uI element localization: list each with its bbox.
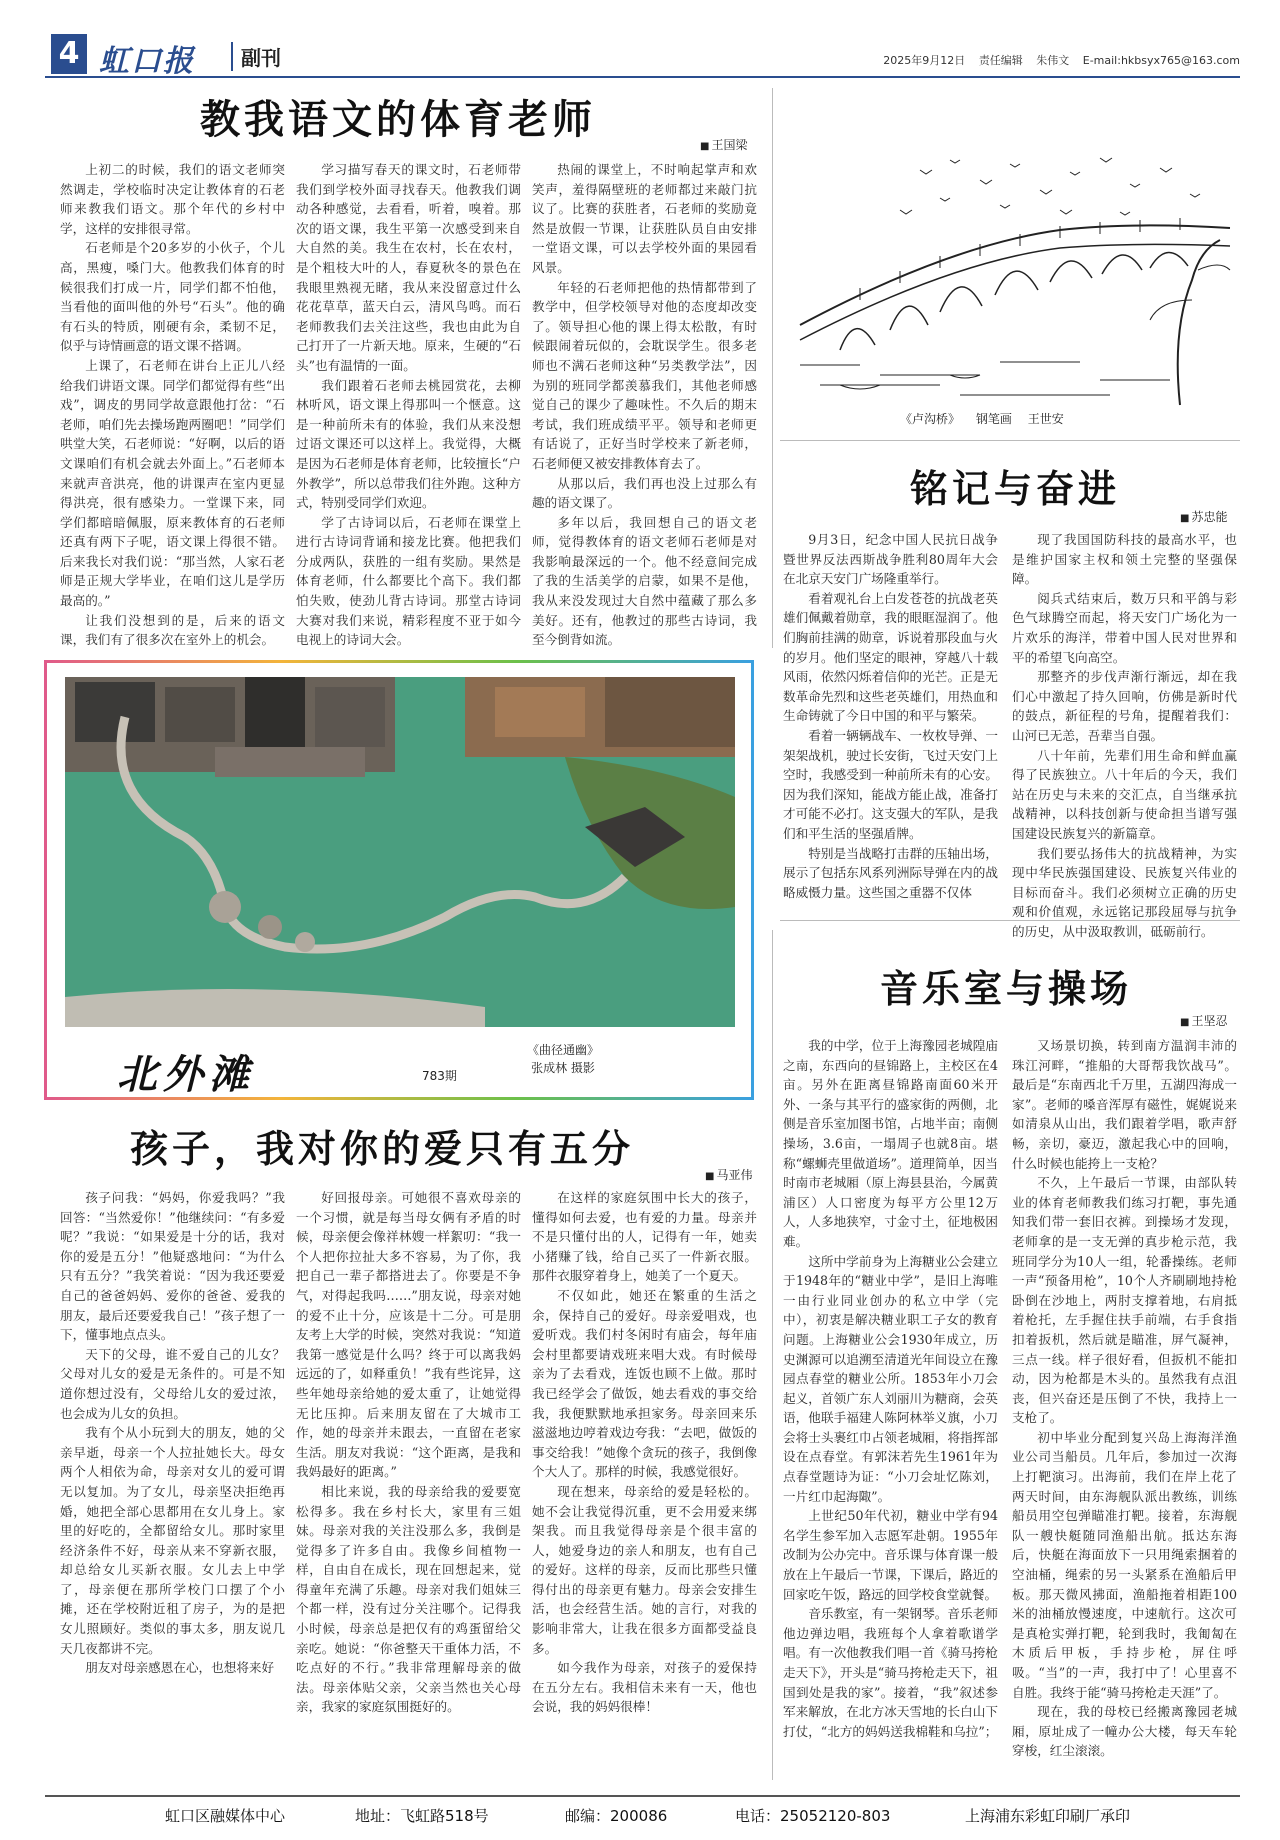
paragraph: 我有个从小玩到大的朋友，她的父亲早逝，母亲一个人拉扯她长大。母女两个人相依为命，母亲对女儿的爱可谓无以复加。为了女儿，母亲坚决拒绝再婚，她把全部心思都用在女儿身上。家里的好吃的，全都留给女儿。那时家里经济条件不好，母亲从来不穿新衣服，却总给女儿买新衣服。女儿去上中学了，母亲便在那所学校门口摆了个小摊，还在学校附近租了房子，为的是把女儿照顾好。类似的事太多，朋友说几天几夜都讲不完。: [60, 1425, 285, 1656]
editor-email[interactable]: E-mail:hkbsyx765@163.com: [1082, 54, 1240, 67]
article2-column-2: [1012, 530, 1237, 939]
article3-column-1: [60, 1188, 285, 1778]
masthead-info: [873, 52, 1240, 68]
editor-name: 朱伟文: [1036, 54, 1070, 67]
article4-column-2: [1012, 1036, 1237, 1778]
paragraph: 那整齐的步伐声渐行渐远，却在我们心中激起了持久回响，仿佛是新时代的鼓点，新征程的号角，提醒着我们：山河已无恙，吾辈当自强。: [1012, 669, 1237, 743]
paragraph: 天下的父母，谁不爱自己的儿女？父母对儿女的爱是无条件的。可是不知道你想过没有，父母给儿女的爱过浓，也会成为儿女的负担。: [60, 1346, 285, 1421]
paragraph: 我们要弘扬伟大的抗战精神，为实现中华民族强国建设、民族复兴伟业的目标而奋斗。我们必须树立正确的历史观和价值观，永远铭记那段屈辱与抗争的历史，从中汲取教训，砥砺前行。: [1012, 845, 1237, 939]
photo-credit-suffix: 摄影: [570, 1061, 595, 1075]
paragraph: 让我们没想到的是，后来的语文课，我们有了很多次在室外上的机会。: [60, 612, 285, 648]
paragraph: 特别是当战略打击群的压轴出场，展示了包括东风系列洲际导弹在内的战略威慑力量。这些国之重器不仅体: [783, 845, 998, 900]
paragraph: 学习描写春天的课文时，石老师带我们到学校外面寻找春天。他教我们调动各种感觉，去看看，听着，嗅着。那次的语文课，我生平第一次感受到来自大自然的美。我生在农村，长在农村，是个粗枝大叶的人，春夏秋冬的景色在我眼里熟视无睹，我从来没留意过什么花花草草，蓝天白云，清风鸟鸣。而石老师教我们去关注这些，我也由此为自己打开了一片新天地。原来，生硬的“石头”也有温情的一面。: [296, 162, 521, 373]
photo-feature-box: [44, 660, 754, 1100]
photo-caption: [527, 1041, 599, 1077]
article2-byline: ■ 苏忠能: [1180, 508, 1227, 525]
editor-label: 责任编辑: [978, 54, 1023, 67]
paragraph: 多年以后，我回想自己的语文老师，觉得教体育的语文老师石老师是对我影响最深远的一个。他不经意间完成了我的生活美学的启蒙，如果不是他，我从来没发现过大自然中蕴藏了那么多美好。还有，他教过的那些古诗词，我至今倒背如流。: [532, 514, 757, 648]
paragraph: 又场景切换，转到南方温润丰沛的珠江河畔，“推船的大哥帮我饮战马”。最后是“东南西北千万里，五湖四海成一家”。老师的嗓音浑厚有磁性，娓娓说来如清泉从山出，我们跟着学唱，歌声舒畅，亲切，豪迈，激起我心中的回响，什么时候也能挎上一支枪？: [1012, 1038, 1237, 1171]
paper-name: 虹口报: [99, 44, 195, 79]
paragraph: 现在，我的母校已经搬离豫园老城厢，原址成了一幢办公大楼，每天车轮穿梭，红尘滚滚。: [1012, 1704, 1237, 1759]
article1-column-3: [532, 160, 757, 648]
paragraph: 从那以后，我们再也没上过那么有趣的语文课了。: [532, 475, 757, 511]
paragraph: 不久，上午最后一节课，由部队转业的体育老师教我们练习打靶，事先通知我们带一套旧衣裤。到操场才发现，老师拿的是一支无弹的真步枪示范，我班同学分为10人一组，轮番操练。老师一声“预备用枪”，10个人齐刷刷地持枪卧倒在沙地上，两肘支撑着地，右肩抵着枪托，左手握住扶手前端，右手食指扣着扳机，然后就是瞄准，屏气凝神，三点一线。样子很好看，但扳机不能扣动，因为枪都是木头的。虽然我有点沮丧，但兴奋还是压倒了不快，我持上一支枪了。: [1012, 1175, 1237, 1426]
column-logo: 北外滩: [117, 1051, 255, 1098]
paragraph: 看着观礼台上白发苍苍的抗战老英雄们佩戴着勋章，我的眼眶湿润了。他们胸前挂满的勋章，诉说着那段血与火的岁月。他们坚定的眼神，穿越八十载风雨，依然闪烁着信仰的光芒。正是无数革命先烈和这些老英雄们，用热血和生命铸就了今日中国的和平与繁荣。: [783, 590, 998, 724]
column-divider: [772, 930, 773, 1780]
sketch-caption: [900, 410, 1064, 427]
article1-column-2: [296, 160, 521, 648]
article4-column-1: [783, 1036, 998, 1778]
page-footer: [45, 1795, 1240, 1827]
section-divider: [780, 920, 1240, 921]
paragraph: 我们跟着石老师去桃园赏花，去柳林听风，语文课上得那叫一个惬意。这是一种前所未有的体验，我们从来没想过语文课还可以这样上。我觉得，大概是因为石老师是体育老师，比较擅长“户外教学”，所以总带我们往外跑。这种方式，特别受同学们欢迎。: [296, 377, 521, 511]
issue-date: 2025年9月12日: [883, 54, 966, 67]
paragraph: 上世纪50年代初，糖业中学有94名学生参军加入志愿军赴朝。1955年改制为公办完中。音乐课与体育课一般放在上午最后一节课，下课后，路近的回家吃午饭，路远的回学校食堂就餐。: [783, 1508, 998, 1602]
article1-title: 教我语文的体育老师: [200, 97, 596, 143]
paragraph: 相比来说，我的母亲给我的爱要宽松得多。我在乡村长大，家里有三姐妹。母亲对我的关注没那么多，我倒是觉得多了许多自由。我像乡间植物一样，自由自在成长，现在回想起来，觉得童年充满了乐趣。母亲对我们姐妹三个都一样，没有过分关注哪个。记得我小时候，母亲总是把仅有的鸡蛋留给父亲吃。她说：“你爸整天干重体力活，不吃点好的不行。”我非常理解母亲的做法。母亲体贴父亲，父亲当然也关心母亲，我家的家庭氛围挺好的。: [296, 1483, 521, 1715]
paragraph: 我的中学，位于上海豫园老城隍庙之南，东西向的昼锦路上，主校区在4亩。另外在距离昼锦路南面60米开外、一条与其平行的盛家街的两侧，北侧是音乐室加图书馆，占地半亩；南侧操场，3.6亩，一塌周子也就8亩。堪称“螺蛳壳里做道场”。道理简单，因当时南市老城厢（原上海县县治，今属黄浦区）人口密度为每平方公里12万人，人多地狭窄，寸金寸土，征地极困难。: [783, 1038, 998, 1249]
paragraph: 八十年前，先辈们用生命和鲜血赢得了民族独立。八十年后的今天，我们站在历史与未来的交汇点，自当继承抗战精神，以科技创新与使命担当谱写强国建设民族复兴的新篇章。: [1012, 747, 1237, 841]
paragraph: 不仅如此，她还在繁重的生活之余，保持自己的爱好。母亲爱唱戏，也爱听戏。我们村冬闲时有庙会，每年庙会村里都要请戏班来唱大戏。有时候母亲为了去看戏，连饭也顾不上做。那时我已经学会了做饭，她去看戏的事交给我，我便默默地承担家务。母亲回来乐滋滋地边哼着戏边夸我：“去吧，做饭的事交给我！”她像个贪玩的孩子，我倒像个大人了。那样的时候，我感觉很好。: [532, 1287, 757, 1480]
footer-address: [355, 1805, 489, 1826]
paragraph: 朋友对母亲感恩在心，也想将来好: [85, 1660, 275, 1676]
paragraph: 学了古诗词以后，石老师在课堂上进行古诗词背诵和接龙比赛。他把我们分成两队，获胜的一组有奖励。果然是体育老师，什么都要比个高下。我们都怕失败，使劲儿背古诗词。那堂古诗词大赛对我们来说，精彩程度不亚于如今电视上的诗词大会。: [296, 514, 521, 648]
photo-title: 《曲径通幽》: [527, 1043, 600, 1057]
paragraph: 9月3日，纪念中国人民抗日战争暨世界反法西斯战争胜利80周年大会在北京天安门广场隆重举行。: [783, 532, 998, 587]
footer-org: 虹口区融媒体中心: [165, 1807, 286, 1825]
footer-address-label: 地址：: [355, 1807, 401, 1825]
footer-address-value: 飞虹路518号: [400, 1807, 489, 1825]
section-divider: [780, 440, 1240, 441]
sketch-medium: 钢笔画: [975, 412, 1012, 426]
paragraph: 好回报母亲。可她很不喜欢母亲的一个习惯，就是每当母女俩有矛盾的时候，母亲便会像祥林嫂一样絮叨：“我一个人把你拉扯大多不容易，为了你，我把自己一辈子都搭进去了。你要是不争气，对得起我吗……”朋友说，母亲对她的爱不止十分，应该是十二分。可是朋友考上大学的时候，突然对我说：“知道我第一感觉是什么吗？终于可以离我妈远远的了，如释重负！”我有些诧异，这些年她母亲给她的爱太重了，让她觉得无比压抑。后来朋友留在了大城市工作，她的母亲并未跟去，一直留在老家生活。朋友对我说：“这个距离，是我和我妈最好的距离。”: [296, 1190, 521, 1480]
paragraph: 如今我作为母亲，对孩子的爱保持在五分左右。我相信未来有一天，他也会说，我的妈妈很棒！: [532, 1660, 757, 1715]
bridge-sketch-illustration: [800, 150, 1230, 405]
article3-column-2: [296, 1188, 521, 1778]
paragraph: 上课了，石老师在讲台上正儿八经给我们讲语文课。同学们都觉得有些“出戏”，调皮的男同学故意跟他打岔：“石老师，咱们先去操场跑两圈吧！”同学们哄堂大笑，石老师说：“好啊，以后的语文课咱们有机会就去外面上。”石老师本来就声音洪亮，他的讲课声在室内更显得洪亮，很有感染力。一堂课下来，同学们都暗暗佩服，原来教体育的石老师还真有两下子呢，语文课上得很不错。后来我长对我们说：“那当然，人家石老师是正规大学毕业，在咱们这儿是学历最高的。”: [60, 357, 285, 609]
article4-title: 音乐室与操场: [880, 967, 1133, 1011]
footer-phone-label: 电话：: [735, 1807, 781, 1825]
issue-number: 783期: [422, 1069, 457, 1083]
paragraph: 年轻的石老师把他的热情都带到了教学中，但学校领导对他的态度却改变了。领导担心他的课上得太松散，有时候跟闹着玩似的，会耽误学生。很多老师也不满石老师这种“另类教学法”，因为别的班同学都羡慕我们，其他老师感觉自己的课少了趣味性。不久后的期末考试，我们班成绩平平。领导和老师更有话说了，正好当时学校来了新老师，石老师便又被安排教体育去了。: [532, 279, 757, 471]
paragraph: 现在想来，母亲给的爱是轻松的。她不会让我觉得沉重，更不会用爱来绑架我。而且我觉得母亲是个很丰富的人，她爱身边的亲人和朋友，也有自己的爱好。这样的母亲，反而比那些只懂得付出的母亲更有魅力。母亲会安排生活，也会经营生活。她的言行，对我的影响非常大，让我在很多方面都受益良多。: [532, 1483, 757, 1656]
section-name: 副刊: [231, 42, 281, 71]
paragraph: 看着一辆辆战车、一枚枚导弹、一架架战机，驶过长安街，飞过天安门上空时，我感受到一种前所未有的心安。因为我们深知，能战方能止战，准备打才可能不必打。这支强大的军队，是我们和平生活的坚强盾牌。: [783, 727, 998, 841]
paragraph: 阅兵式结束后，数万只和平鸽与彩色气球腾空而起，将天安门广场化为一片欢乐的海洋，带着中国人民对世界和平的希望飞向高空。: [1012, 590, 1237, 665]
footer-zip-label: 邮编：: [565, 1807, 611, 1825]
column-divider: [772, 88, 773, 648]
sketch-title: 《卢沟桥》: [900, 412, 961, 426]
footer-printer: 上海浦东彩虹印刷厂承印: [965, 1807, 1131, 1825]
article3-column-3: [532, 1188, 757, 1778]
paragraph: 在这样的家庭氛围中长大的孩子，懂得如何去爱，也有爱的力量。母亲并不是只懂付出的人，记得有一年，她卖小猪赚了钱，给自己买了一件新衣服。那件衣服穿着身上，她美了一个夏天。: [532, 1190, 757, 1284]
paragraph: 孩子问我：“妈妈，你爱我吗？”我回答：“当然爱你！”他继续问：“有多爱呢？”我说：“如果爱是十分的话，我对你的爱是五分！”他疑惑地问：“为什么只有五分？”我笑着说：“因为我还要爱自己的爸爸妈妈、爱你的爸爸、爱我的朋友，最后还要爱我自己！”孩子想了一下，懂事地点点头。: [60, 1190, 285, 1343]
article4-byline: ■ 王坚忍: [1180, 1012, 1227, 1029]
paragraph: 这所中学前身为上海糖业公会建立于1948年的“糖业中学”，是旧上海唯一由行业同业创办的私立中学（完中），初衷是解决糖业职工子女的教育问题。上海糖业公会1930年成立，历史渊源可以追溯至清道光年间设立在豫园点春堂的糖业公所。1853年小刀会起义，首领广东人刘丽川为糖商，会英语，他联手福建人陈阿林举义旗，小刀会将士头裹红巾占领老城厢，将指挥部设在点春堂。有郭沫若先生1961年为点春堂题诗为证：“小刀会址忆陈刘，一片红巾起海陬”。: [783, 1253, 998, 1504]
footer-phone-value: 25052120-803: [780, 1807, 891, 1825]
article2-title: 铭记与奋进: [910, 467, 1121, 511]
sketch-artist: 王世安: [1027, 412, 1064, 426]
article1-column-1: [60, 160, 285, 648]
article1-byline: ■ 王国梁: [700, 136, 747, 153]
paragraph: 现了我国国防科技的最高水平，也是维护国家主权和领土完整的坚强保障。: [1012, 532, 1237, 587]
paragraph: 初中毕业分配到复兴岛上海海洋渔业公司当船员。几年后，参加过一次海上打靶演习。出海前，我们在岸上花了两天时间，由东海舰队派出教练，训练船员用空包弹瞄准打靶。接着，东海舰队一艘快艇随同渔船出航。抵达东海后，快艇在海面放下一只用绳索捆着的空油桶，绳索的另一头紧系在渔船后甲板。那天微风拂面，渔船拖着相距100米的油桶放慢速度，中速航行。这次可是真枪实弹打靶，轮到我时，我匍匐在木质后甲板，手持步枪，屏住呼吸。“当”的一声，我打中了！心里喜不自胜。我终于能“骑马挎枪走天涯”了。: [1012, 1429, 1237, 1700]
masthead: [45, 30, 1240, 78]
photographer: 张成林: [531, 1061, 568, 1075]
paragraph: 上初二的时候，我们的语文老师突然调走，学校临时决定让教体育的石老师来教我们语文。那个年代的乡村中学，这样的安排很寻常。: [60, 162, 285, 236]
article3-byline: ■ 马亚伟: [705, 1166, 752, 1183]
footer-zip: [565, 1805, 667, 1826]
footer-phone: [735, 1805, 890, 1826]
article3-title: 孩子，我对你的爱只有五分: [130, 1127, 635, 1171]
paragraph: 音乐教室，有一架钢琴。音乐老师他边弹边唱，我班每个人拿着歌谱学唱。有一次他教我们唱一首《骑马挎枪走天下》，开头是“骑马挎枪走天下，祖国到处是我的家”。接着，“我”叙述参军来解放，在北方冰天雪地的长白山下打仗，“北方的妈妈送我棉鞋和乌拉”；: [783, 1606, 998, 1739]
page-number: 4: [51, 34, 87, 74]
article2-column-1: [783, 530, 998, 910]
paragraph: 热闹的课堂上，不时响起掌声和欢笑声，羞得隔壁班的老师都过来敲门抗议了。比赛的获胜者，石老师的奖励竟然是放假一节课，让获胜队员自由安排一堂语文课，可以去学校外面的果园看风景。: [532, 162, 757, 275]
footer-zip-value: 200086: [610, 1807, 668, 1825]
aerial-photo: [65, 677, 735, 1027]
paragraph: 石老师是个20多岁的小伙子，个儿高，黑瘦，嗓门大。他教我们体育的时候很我们打成一片，同学们都不怕他，当看他的面叫他的外号“石头”。他的确有石头的特质，刚硬有余，柔韧不足，似乎与诗情画意的语文课不搭调。: [60, 240, 285, 354]
